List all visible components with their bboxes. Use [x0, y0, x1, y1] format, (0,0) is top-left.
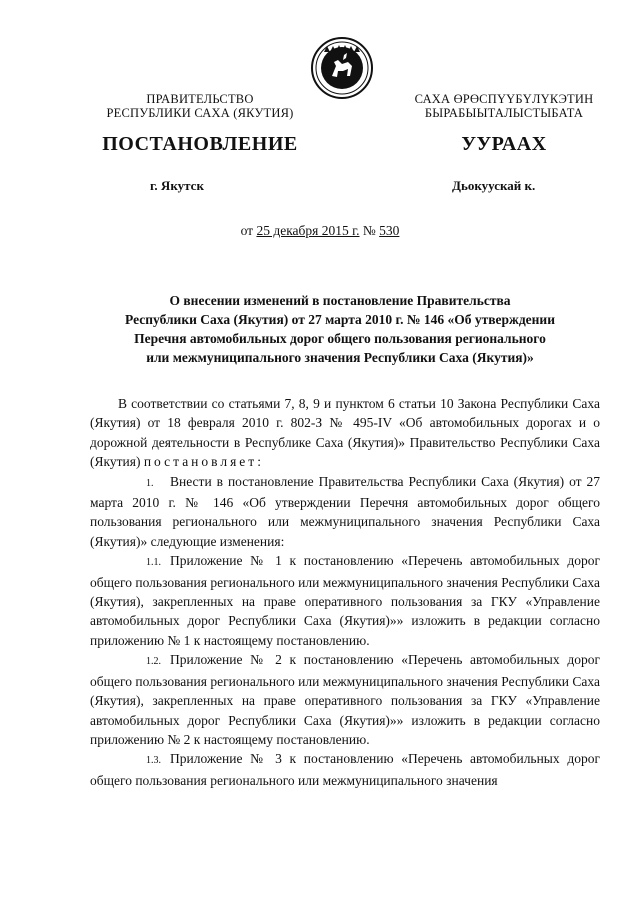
decree-number: 530 — [379, 223, 400, 238]
city-russian: г. Якутск — [150, 178, 204, 193]
decree-date: 25 декабря 2015 г. — [256, 223, 360, 238]
intro-paragraph — [90, 394, 600, 472]
heading-line3: Перечня автомобильных дорог общего пользования регионального — [134, 331, 546, 346]
heading-line2: Республики Саха (Якутия) от 27 марта 2010 г. № 146 «Об утверждении — [125, 312, 555, 327]
government-name-line2: РЕСПУБЛИКИ САХА (ЯКУТИЯ) — [106, 106, 294, 120]
government-name-sakha — [384, 92, 624, 120]
paragraph-1-3-number: 1.3. — [146, 755, 161, 767]
coat-of-arms-emblem-icon — [310, 36, 374, 100]
date-and-number — [0, 223, 640, 239]
paragraph-1-3-text: Приложение № 3 к постановлению «Перечень автомобильных дорог общего пользования регионального или межмуниципального значения — [90, 751, 600, 788]
government-name-russian — [80, 92, 320, 120]
paragraph-1-1-number: 1.1. — [146, 557, 161, 569]
city-sakha: Дьокуускай к. — [452, 178, 536, 193]
decree-body — [90, 394, 600, 790]
heading-line4: или межмуниципального значения Республики Саха (Якутия)» — [146, 350, 534, 365]
decree-heading — [90, 291, 590, 367]
decree-word: постановляет: — [143, 454, 264, 470]
date-prefix: от — [240, 223, 257, 238]
government-name-sakha-line1: САХА ӨРӨСПҮҮБҮЛҮКЭТИН — [414, 92, 594, 106]
paragraph-1-2 — [90, 650, 600, 749]
paragraph-1 — [90, 472, 600, 552]
paragraph-1-text: Внести в постановление Правительства Республики Саха (Якутия) от 27 марта 2010 г. № 146 «Об утверждении Перечня автомобильных дорог общего пользования регионального или межмуниципального значения Республики Саха (Якутия)» следующие изменения: — [90, 473, 600, 549]
heading-line1: О внесении изменений в постановление Правительства — [169, 293, 511, 308]
paragraph-1-2-number: 1.2. — [146, 656, 161, 668]
document-type-sakha: УУРААХ — [461, 133, 547, 155]
paragraph-1-1-text: Приложение № 1 к постановлению «Перечень автомобильных дорог общего пользования регионального или межмуниципального значения Республики Саха (Якутия), закрепленных на праве оперативного пользования за ГКУ «Управление автомобильных дорог Республики Саха (Якутия)»» изложить в редакции согласно приложению № 1 к настоящему постановлению. — [90, 553, 600, 648]
number-label: № — [359, 223, 380, 238]
government-name-sakha-line2: БЫРАБЫЫТАЛЫСТЫБАТА — [424, 106, 584, 120]
paragraph-1-2-text: Приложение № 2 к постановлению «Перечень автомобильных дорог общего пользования регионального или межмуниципального значения Республики Саха (Якутия), закрепленных на праве оперативного пользования за ГКУ «Управление автомобильных дорог Республики Саха (Якутия)»» изложить в редакции согласно приложению № 2 к настоящему постановлению. — [90, 652, 600, 747]
intro-text: В соответствии со статьями 7, 8, 9 и пунктом 6 статьи 10 Закона Республики Саха (Якутия) от 18 февраля 2010 г. 802-З № 495-IV «Об автомобильных дорогах и о дорожной деятельности в Республике Саха (Якутия)» Правительство Республики Саха (Якутия) — [90, 396, 600, 470]
government-name-line1: ПРАВИТЕЛЬСТВО — [146, 92, 254, 106]
paragraph-1-1 — [90, 551, 600, 650]
paragraph-1-3 — [90, 749, 600, 790]
document-type-russian: ПОСТАНОВЛЕНИЕ — [102, 133, 298, 155]
paragraph-1-number: 1. — [146, 477, 154, 489]
